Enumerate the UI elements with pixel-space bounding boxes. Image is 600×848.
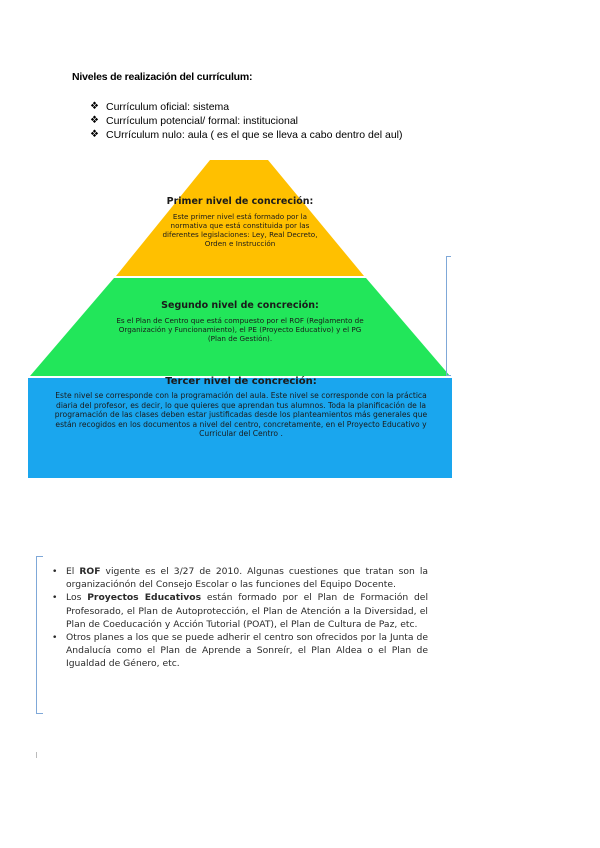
list-item-text: Currículum oficial: sistema — [106, 101, 230, 113]
tier-3-title: Tercer nivel de concreción: — [165, 376, 317, 387]
bullet-dot-icon: • — [52, 632, 58, 644]
section-heading: Niveles de realización del currículum: — [72, 71, 253, 83]
note-pre: Los — [66, 592, 88, 604]
curriculum-levels-list — [90, 100, 403, 142]
tier-3-text — [46, 376, 436, 439]
tier-2-text — [110, 300, 370, 343]
tier-1-body: Este primer nivel está formado por la normativa que está constituida por las diferentes legislaciones: Ley, Real Decreto, Orden e Instrucción — [162, 212, 318, 248]
note-bold: Proyectos Educativos — [87, 592, 202, 604]
note-bold: ROF — [79, 566, 101, 577]
diamond-bullet-icon: ❖ — [90, 115, 99, 126]
note-post: están formado por el Plan de Formación del Profesorado, el Plan de Autoprotección, el Plan de Atención a la Diversidad, el Plan de Coeducación y Acción Tutorial (POAT), el Plan de Cultura de Paz, etc. — [66, 592, 429, 630]
side-bracket — [446, 256, 451, 376]
tier-2-title: Segundo nivel de concreción: — [161, 300, 319, 311]
note-item — [52, 591, 428, 631]
tier-1-title: Primer nivel de concreción: — [166, 196, 314, 207]
note-pre: El — [66, 566, 80, 577]
note-item — [52, 565, 428, 591]
note-item — [52, 631, 428, 671]
list-item — [90, 128, 403, 142]
notes-bracket — [36, 556, 43, 714]
list-item-text: CUrrículum nulo: aula ( es el que se lleva a cabo dentro del aul) — [106, 129, 403, 141]
tier-2-body: Es el Plan de Centro que está compuesto por el ROF (Reglamento de Organización y Funcionamiento), el PE (Proyecto Educativo) y el PG (Plan de Gestión). — [116, 316, 364, 343]
diamond-bullet-icon: ❖ — [90, 129, 99, 140]
bullet-dot-icon: • — [52, 592, 58, 604]
bullet-dot-icon: • — [52, 566, 58, 577]
notes-list — [52, 565, 428, 671]
concretion-pyramid — [28, 158, 452, 480]
list-item-text: Currículum potencial/ formal: institucional — [106, 115, 298, 127]
tier-1-text — [160, 196, 320, 248]
list-item — [90, 114, 403, 128]
page-mark — [36, 752, 37, 758]
note-pre: Otros planes a los que se puede adherir el centro son ofrecidos por la Junta de Andalucía como el Plan de Aprende a Sonreír, el Plan Aldea o el Plan de Igualdad de Género, etc. — [66, 632, 428, 670]
tier-3-body: Este nivel se corresponde con la programación del aula. Este nivel se corresponde con la práctica diaria del profesor, es decir, lo que quieres que aprendan tus alumnos. Toda la planificación de la programación de las clases deben estar justificadas desde los planteamientos más generales que están recogidos en los documentos a nivel del centro, concretamente, en el Proyecto Educativo y Curricular del Centro . — [54, 391, 428, 438]
note-post: vigente es el 3/27 de 2010. Algunas cuestiones que tratan son la organizaciónón del Consejo Escolar o las funciones del Equipo Docente. — [66, 566, 428, 591]
diamond-bullet-icon: ❖ — [90, 101, 99, 112]
list-item — [90, 100, 403, 114]
